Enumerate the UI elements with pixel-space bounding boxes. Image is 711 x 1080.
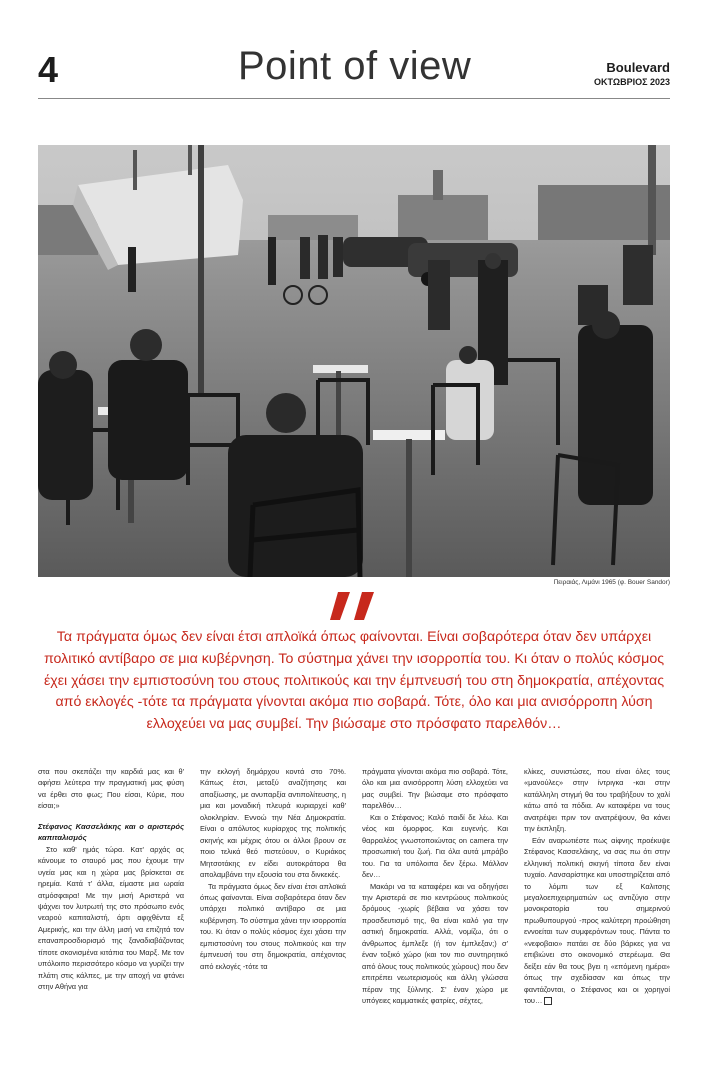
page-number: 4 — [38, 49, 59, 90]
article-column-1 — [38, 766, 184, 993]
paragraph: Τα πράγματα όμως δεν είναι έτσι απλοϊκά όπως φαίνονται. Είναι σοβαρότερα όταν δεν υπάρχει πολιτικό αντίβαρο σε μια κυβέρνηση. Το σύστημα χάνει την ισορροπία του. Κι όταν ο πολύς κόσμος έχει χάσει την εμπιστοσύνη του στους πολιτικούς και την έμπνευσή του στη δημοκρατία, απέχοντας από εκλογές -τότε τα — [200, 881, 346, 971]
paragraph: Και ο Στέφανος; Καλό παιδί δε λέω. Και νέος και όμορφος. Και ευγενής. Και θαρραλέος γνωστοποιώντας on camera την προσωπική του ζωή. Για όλα αυτά μπράβο του. Για τα υπόλοιπα δεν ξέρω. Μάλλον δεν… — [362, 812, 508, 880]
paragraph-text: Εάν αναρωτιέστε πως αίφνης προέκυψε Στέφανος Κασσελάκης, να σας πω ότι στην ελληνική πολιτική σκηνή τίποτα δεν είναι τυχαίο. Λανσαρίστηκε και υποστηρίζεται από το λόμπι των εξ Καλιτσης μεγαλοεπιχειρηματιών ως αντιζύγιο στην μονοκρατορία του σημερινού πρωθυπουργού -προς καλύτερη προώθηση εννοείται των συμφερόντων τους. Πάντα το «νεφοβαιο» πατάει σε δύο βάρκες για να επιβιώνει στο οικονομικό στερέωμα. Θα δείξει εάν θα τους βγει η «επόμενη ημέρα» όπως την σχεδίασαν και όπως την φαντάζονται, ο Στέφανος και οι χορηγοί του… — [524, 835, 670, 1006]
paragraph: κλίκες, συνιστώσες, που είναι όλες τους «μανούλες» στην ίντριγκα -και στην κατάλληλη στιγμή θα του τραβήξουν το χαλί κάτω από τα πόδια. Αν καταφέρει να τους ανατρέψει πριν τον ανατρέψουν, θα κάνει την έκπληξη. — [524, 767, 670, 834]
subheading: Στέφανος Κασσελάκης και ο αριστερός καπιταλισμός — [38, 821, 184, 843]
article-column-2 — [200, 766, 346, 972]
brand-logo: Boulevard — [606, 60, 670, 75]
article-column-4 — [524, 766, 670, 1007]
quote-mark-icon — [330, 592, 378, 620]
article-column-3 — [362, 766, 508, 1007]
photo-caption: Πειραιάς, Λιμάνι 1965 (φ. Bouer Sandor) — [553, 579, 670, 586]
section-title: Point of view — [238, 44, 472, 88]
end-of-article-icon — [544, 997, 552, 1005]
paragraph: την εκλογή δημάρχου κοντά στο 70%. Κάπως έτσι, μεταξύ αναζήτησης και απαξίωσης, με ανυπαρξία αντιπολίτευσης, η μια και μοναδική πλευρά κυριαρχεί καθ' ολοκληρίαν. Εννοώ την Νέα Δημοκρατία. Είναι ο απόλυτος κυρίαρχος της πολιτικής σκηνής και μέχρις ότου οι άλλοι βρουν σε ποιο τελικά θεό πιστεύουν, ο Κυριάκος Μητσοτάκης εν είδει αυτοκράτορα θα απολαμβάνει την εξουσία του στα δινκεκές. — [200, 767, 346, 880]
paragraph: Μακάρι να τα καταφέρει και να οδηγήσει την Αριστερά σε πιο κεντρώους πολιτικούς δρόμους -χωρίς βέβαια να χάσει τον προσδευτισμό της, θα είναι καλό για την αστική δημοκρατία. Αλλά, νομίζω, ότι ο άνθρωπος έμπλεξε (ή τον έμπλεξαν;) σ' έναν τοξικό χώρο (και τον πιο συντηρητικό από όλους τους πολιτικούς χώρους) που δεν επιτρέπει νεωτερισμούς και άλλη γλώσσα πέραν της ξύλινης. Σ' έναν χώρο με υπόγειες καμματικές φατρίες, σέχτες, — [362, 881, 508, 1006]
issue-date: ΟΚΤΩΒΡΙΟΣ 2023 — [594, 77, 670, 87]
paragraph — [524, 835, 670, 1007]
paragraph: στα που σκεπάζει την καρδιά μας και θ' αφήσει λεύτερα την πραγματική μας φύση να έρθει στο φως; Που είσαι, Κύριε, που είσαι;» — [38, 767, 184, 811]
pull-quote: Τα πράγματα όμως δεν είναι έτσι απλοϊκά όπως φαίνονται. Είναι σοβαρότερα όταν δεν υπάρχει πολιτικό αντίβαρο σε μια κυβέρνηση. Το σύστημα χάνει την ισορροπία του. Κι όταν ο πολύς κόσμος έχει χάσει την εμπιστοσύνη του στους πολιτικούς και την έμπνευσή του στη δημοκρατία, απέχοντας από εκλογές -τότε τα πράγματα γίνονται ακόμα πιο σοβαρά. Τότε, όλο και μια ανισόρροπη λύση ελλοχεύει να μας συμβεί. Την βιώσαμε στο πρόσφατο παρελθόν… — [43, 629, 665, 733]
header-rule — [38, 98, 670, 99]
harbor-photo — [38, 145, 670, 577]
paragraph: πράγματα γίνονται ακόμα πιο σοβαρά. Τότε, όλο και μια ανισόρροπη λύση ελλοχεύει να μας συμβεί. Την βιώσαμε στο πρόσφατο παρελθόν… — [362, 767, 508, 811]
paragraph: Στο καθ' ημάς τώρα. Κατ' αρχάς ας κάνουμε το σταυρό μας που έχουμε την υγεία μας και η χώρα μας βρίσκεται σε ηρεμία. Κατά τ' άλλα, είμαστε μια ωραία ατμόσφαιρα! Με την μισή Αριστερά να ψάχνει τον λυτρωτή της στο πρόσωπο ενός νεαρού καπιταλιστή, άρτι αφιχθέντα εξ Αμερικής, και την άλλη μισή να επιζητά τον επαναπροσδιορισμό της ξαναδιαβάζοντας τίποτε σκονισμένα κιτάπια του Μαρξ. Με τον υπόλοιπο περισσότερο κόσμο να γυρίζει την πλάτη στις κάλπες, με την αποχή να φτάνει στην Αθήνα για — [38, 844, 184, 992]
